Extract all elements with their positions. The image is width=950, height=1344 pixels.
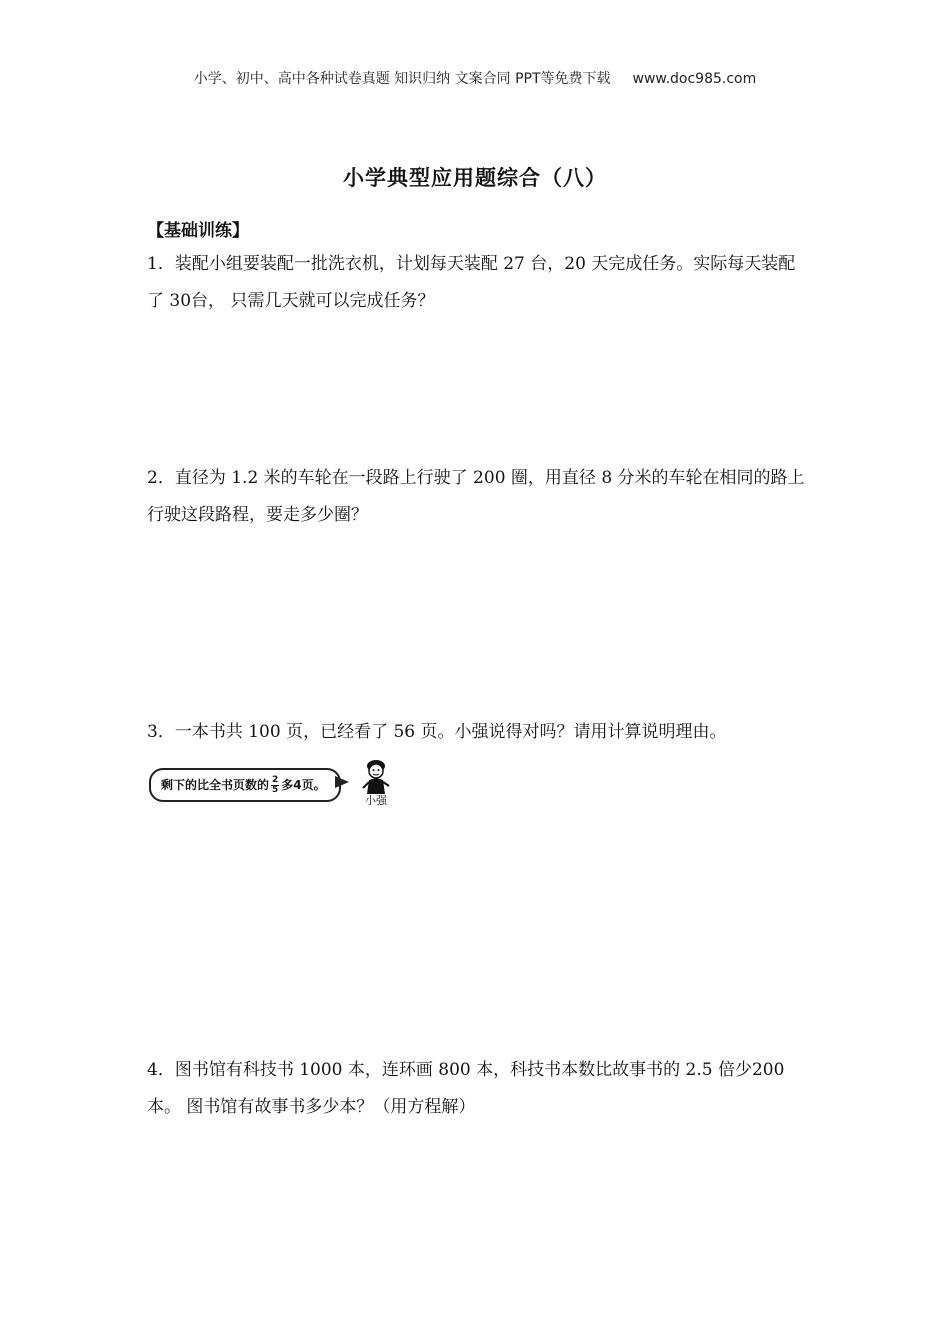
speech-bubble — [149, 768, 341, 802]
header-text: 小学、初中、高中各种试卷真题 知识归纳 文案合同 PPT等免费下载 — [193, 71, 611, 87]
speech-bubble-tail — [335, 776, 349, 788]
bubble-prefix: 剩下的比全书页数的 — [161, 778, 270, 792]
fraction-denominator: 5 — [272, 785, 279, 795]
bubble-suffix: 多4页。 — [281, 778, 326, 792]
fraction — [271, 776, 279, 795]
section-heading: 【基础训练】 — [147, 221, 249, 241]
fraction-numerator: 2 — [272, 775, 279, 785]
page-title: 小学典型应用题综合（八） — [343, 166, 607, 190]
boy-figure-icon — [361, 758, 391, 794]
question-2: 2．直径为 1.2 米的车轮在一段路上行驶了 200 圈，用直径 8 分米的车轮在相同的路上行驶这段路程，要走多少圈？ — [147, 468, 805, 525]
page-header — [0, 68, 950, 88]
speech-figure — [147, 758, 397, 810]
question-4: 4．图书馆有科技书 1000 本，连环画 800 本，科技书本数比故事书的 2.5 倍少200 本。 图书馆有故事书多少本？（用方程解） — [147, 1060, 785, 1117]
question-3: 3．一本书共 100 页，已经看了 56 页。小强说得对吗？请用计算说明理由。 — [147, 722, 727, 742]
speaker-name: 小强 — [365, 794, 387, 807]
speech-bubble-text — [161, 774, 326, 796]
question-1: 1．装配小组要装配一批洗衣机，计划每天装配 27 台，20 天完成任务。实际每天装配了 30台， 只需几天就可以完成任务？ — [147, 254, 796, 311]
header-url[interactable]: www.doc985.com — [632, 71, 757, 87]
